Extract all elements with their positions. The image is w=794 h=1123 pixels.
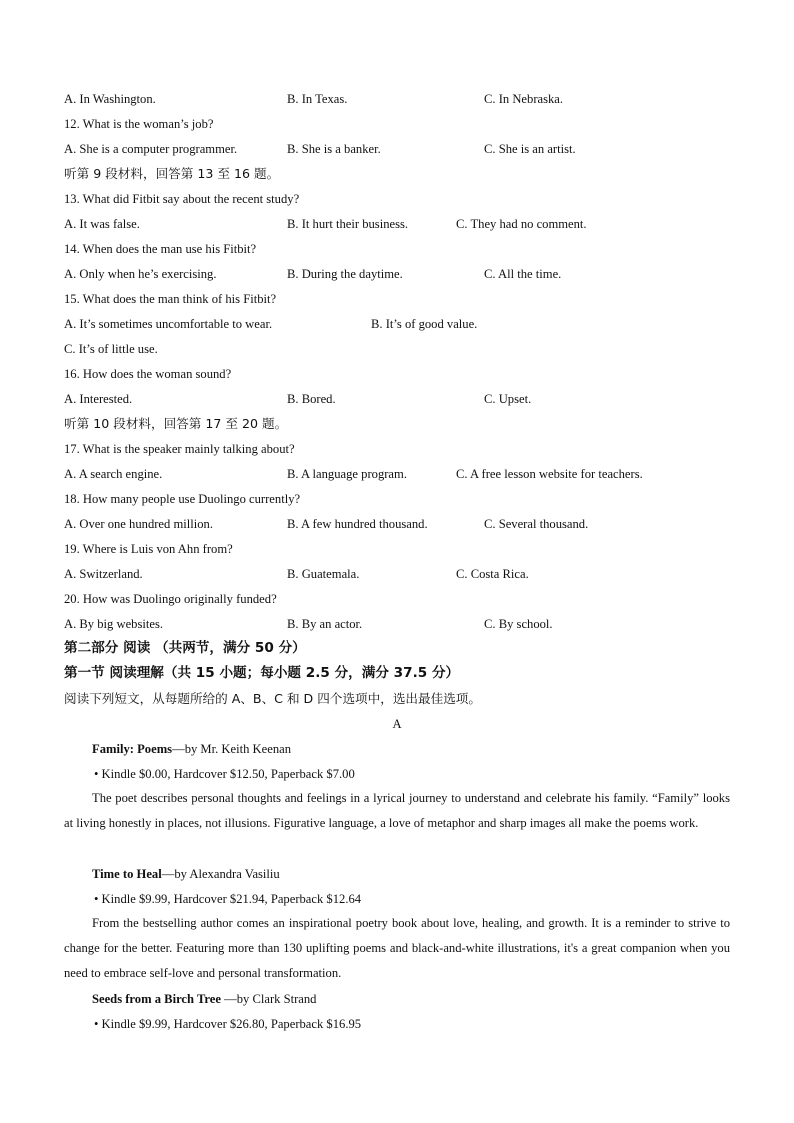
book-title: Time to Heal [92, 867, 162, 881]
q20-option-b: B. By an actor. [287, 617, 363, 631]
passage-label: A [392, 717, 402, 731]
book-title: Seeds from a Birch Tree [92, 992, 221, 1006]
q14-option-a: A. Only when he’s exercising. [64, 267, 217, 281]
q19-stem: 19. Where is Luis von Ahn from? [64, 542, 233, 556]
q11-option-c: C. In Nebraska. [484, 92, 564, 106]
book-author: —by Mr. Keith Keenan [172, 742, 292, 756]
q15-option-a: A. It’s sometimes uncomfortable to wear. [64, 317, 273, 331]
reading-instruction: 阅读下列短文，从每题所给的 A、B、C 和 D 四个选项中，选出最佳选项。 [64, 691, 481, 706]
book-1-description: The poet describes personal thoughts and feelings in a lyrical journey to understand and celebrate his family. “Family” looks at living honestly in places, not illusions. Figurative language, a love of metaphor and sharp images all make the poems work. [64, 791, 730, 830]
part-two-heading: 第二部分 阅读 （共两节，满分 50 分） [64, 640, 306, 656]
book-1-heading [92, 740, 291, 758]
q18-option-a: A. Over one hundred million. [64, 517, 213, 531]
book-title: Family: Poems [92, 742, 173, 756]
book-2-prices: • Kindle $9.99, Hardcover $21.94, Paperback $12.64 [94, 892, 362, 906]
q14-option-c: C. All the time. [484, 267, 562, 281]
q13-option-c: C. They had no comment. [456, 217, 587, 231]
q17-option-b: B. A language program. [287, 467, 407, 481]
q12-stem: 12. What is the woman’s job? [64, 117, 214, 131]
q17-stem: 17. What is the speaker mainly talking about? [64, 442, 295, 456]
listening-instruction-9: 听第 9 段材料，回答第 13 至 16 题。 [64, 166, 280, 181]
q15-option-c: C. It’s of little use. [64, 342, 158, 356]
q18-option-b: B. A few hundred thousand. [287, 517, 428, 531]
q11-option-a: A. In Washington. [64, 92, 156, 106]
listening-instruction-10: 听第 10 段材料，回答第 17 至 20 题。 [64, 416, 288, 431]
book-author: —by Clark Strand [220, 992, 317, 1006]
book-2-description: From the bestselling author comes an inspirational poetry book about love, healing, and growth. It is a reminder to strive to change for the better. Featuring more than 130 uplifting poems and black-and-white illustrations, it's a great companion when you need to embrace self-love and personal transformation. [64, 916, 730, 980]
q17-option-c: C. A free lesson website for teachers. [456, 467, 643, 481]
q18-option-c: C. Several thousand. [484, 517, 589, 531]
q13-stem: 13. What did Fitbit say about the recent study? [64, 192, 300, 206]
q13-option-a: A. It was false. [64, 217, 140, 231]
q12-option-a: A. She is a computer programmer. [64, 142, 238, 156]
q20-stem: 20. How was Duolingo originally funded? [64, 592, 277, 606]
book-3-prices: • Kindle $9.99, Hardcover $26.80, Paperback $16.95 [94, 1017, 362, 1031]
q11-option-b: B. In Texas. [287, 92, 348, 106]
q16-option-b: B. Bored. [287, 392, 336, 406]
q15-stem: 15. What does the man think of his Fitbit? [64, 292, 277, 306]
q15-option-b: B. It’s of good value. [371, 317, 478, 331]
q17-option-a: A. A search engine. [64, 467, 163, 481]
q20-option-a: A. By big websites. [64, 617, 163, 631]
q19-option-c: C. Costa Rica. [456, 567, 529, 581]
q20-option-c: C. By school. [484, 617, 553, 631]
q13-option-b: B. It hurt their business. [287, 217, 409, 231]
q19-option-b: B. Guatemala. [287, 567, 360, 581]
book-2-heading [92, 865, 280, 883]
q16-stem: 16. How does the woman sound? [64, 367, 232, 381]
q12-option-c: C. She is an artist. [484, 142, 576, 156]
q14-option-b: B. During the daytime. [287, 267, 403, 281]
q14-stem: 14. When does the man use his Fitbit? [64, 242, 257, 256]
book-1-prices: • Kindle $0.00, Hardcover $12.50, Paperback $7.00 [94, 767, 355, 781]
book-author: —by Alexandra Vasiliu [161, 867, 280, 881]
section-one-heading: 第一节 阅读理解（共 15 小题；每小题 2.5 分，满分 37.5 分） [64, 665, 460, 681]
q12-option-b: B. She is a banker. [287, 142, 381, 156]
q19-option-a: A. Switzerland. [64, 567, 143, 581]
q18-stem: 18. How many people use Duolingo currently? [64, 492, 301, 506]
q16-option-c: C. Upset. [484, 392, 532, 406]
book-3-heading [92, 990, 316, 1008]
q16-option-a: A. Interested. [64, 392, 133, 406]
